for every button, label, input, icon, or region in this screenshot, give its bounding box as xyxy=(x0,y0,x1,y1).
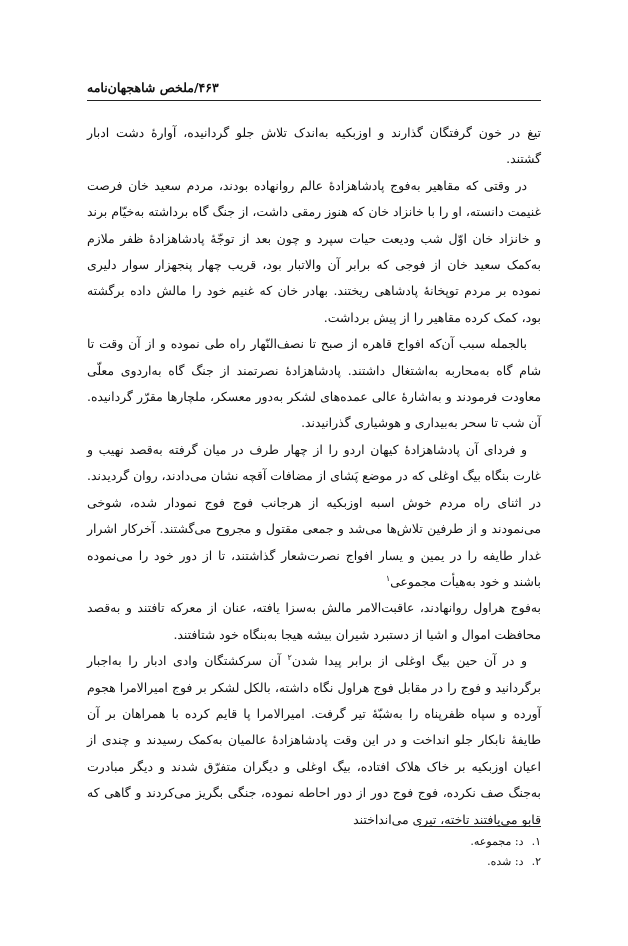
footnotes xyxy=(87,832,541,872)
paragraph: به‌فوج هراول روانهادند، عاقبت‌الامر مالش به‌سزا یافته، عنان از معرکه تافتند و به‌قصد محافظت اموال و اشیا از دستبرد شیران بیشه هیجا به‌بنگاه خود شتافتند. xyxy=(87,600,541,642)
paragraph-text: و فردای آن پادشاهزادۀ کیهان اردو را از چهار طرف در میان گرفته به‌قصد نهیب و غارت بنگاه بیگ اوغلی که در موضع پَشای از مضافات آقچه نشان می‌دادند، روان گردیدند. در اثنای راه مردم خوش اسبه اوزبکیه از هرجانب فوج فوج نمودار شده، شوخی می‌نمودند و از طرفین تلاش‌ها می‌شد و جمعی مقتول و مجروح می‌گشتند. آخرکار اشرار غدار طایفه را در یمین و یسار افواج نصرت‌شعار گذاشتند، تا از دور خود را می‌نموده باشند و خود به‌هیأت مجموعی xyxy=(87,441,541,589)
paragraph: تیغ در خون گرفتگان گذارند و اوزبکیه به‌اندک تلاش جلو گردانیده، آوارۀ دشت ادبار گشتند. xyxy=(87,125,541,167)
paragraph xyxy=(87,648,541,833)
running-header xyxy=(87,78,541,101)
body-text xyxy=(87,120,541,833)
paragraph-text: و در آن حین بیگ اوغلی از برابر پیدا شدن xyxy=(291,653,527,669)
footnote-2 xyxy=(87,852,541,872)
footnote-ref-1: ۱ xyxy=(385,573,391,583)
paragraph: در وقتی که مقاهیر به‌فوج پادشاهزادۀ عالم روانهاده بودند، مردم سعید خان فرصت غنیمت دانسته، او را با خانزاد خان که هنوز رمقی داشت، از جنگ گاه برداشته به‌خیّام برند و خانزاد خان اوّل شب ودیعت حیات سپرد و چون بعد از توجّۀ پادشاهزادۀ ظفر ملازم به‌کمک سعید خان از فوجی که برابر آن والاتبار بود، قریب چهار پنجهزار سوار دلیری نموده بر مردم توپخانۀ پادشاهی ریختند. بهادر خان که غنیم خود را مالش داده برگشته بود، کمک کرده مقاهیر را از پیش برداشت. xyxy=(87,177,541,325)
paragraph xyxy=(87,437,541,595)
footnote-text: د: شده. xyxy=(487,855,524,868)
paragraph-text: آن سرکشتگان وادی ادبار را به‌اجبار برگردانید و فوج را در مقابل فوج هراول نگاه داشته، بالکل لشکر بر فوج امیرالامرا هجوم آورده و سپاه ظفرپناه را به‌شبّۀ تیر گرفت. امیرالامرا پا قایم کرده با همراهان بر آن طایفۀ نابکار جلو انداخت و در این وقت پادشاهزادۀ عالمیان به‌کمک رسیدند و چندی از اعیان اوزبکیه بر خاک هلاک افتاده، بیگ اوغلی و دیگران متفرّق شدند و دیگر مبادرت به‌جنگ صف نکرده، فوج فوج دور از دور احاطه نموده، جنگی بگریز می‌کردند و گاهی که قابو می‌یافتند تاخته، تیری می‌انداختند xyxy=(87,653,541,827)
page-title: ۴۶۳/ملخص شاهجهان‌نامه xyxy=(87,80,219,95)
paragraph: بالجمله سبب آن‌که افواج قاهره از صبح تا نصف‌النّهار راه طی نموده و از آن وقت تا شام گاه به‌محاربه به‌اشتغال داشتند. پادشاهزادۀ نصرتمند از جنگ گاه به‌اردوی معلّی معاودت فرمودند و به‌اشارۀ عالی عمده‌های لشکر به‌دور معسکر، ملچارها مقرّر گردانیده. آن شب تا سحر به‌بیداری و هوشیاری گذرانیدند. xyxy=(87,336,541,431)
footnote-number: ۲. xyxy=(531,855,541,868)
footnote-text: د: مجموعه. xyxy=(470,835,524,848)
footnote-1 xyxy=(87,832,541,852)
footnote-ref-2: ۲ xyxy=(287,653,292,662)
footnote-number: ۱. xyxy=(531,835,541,848)
footnote-divider xyxy=(419,826,541,827)
